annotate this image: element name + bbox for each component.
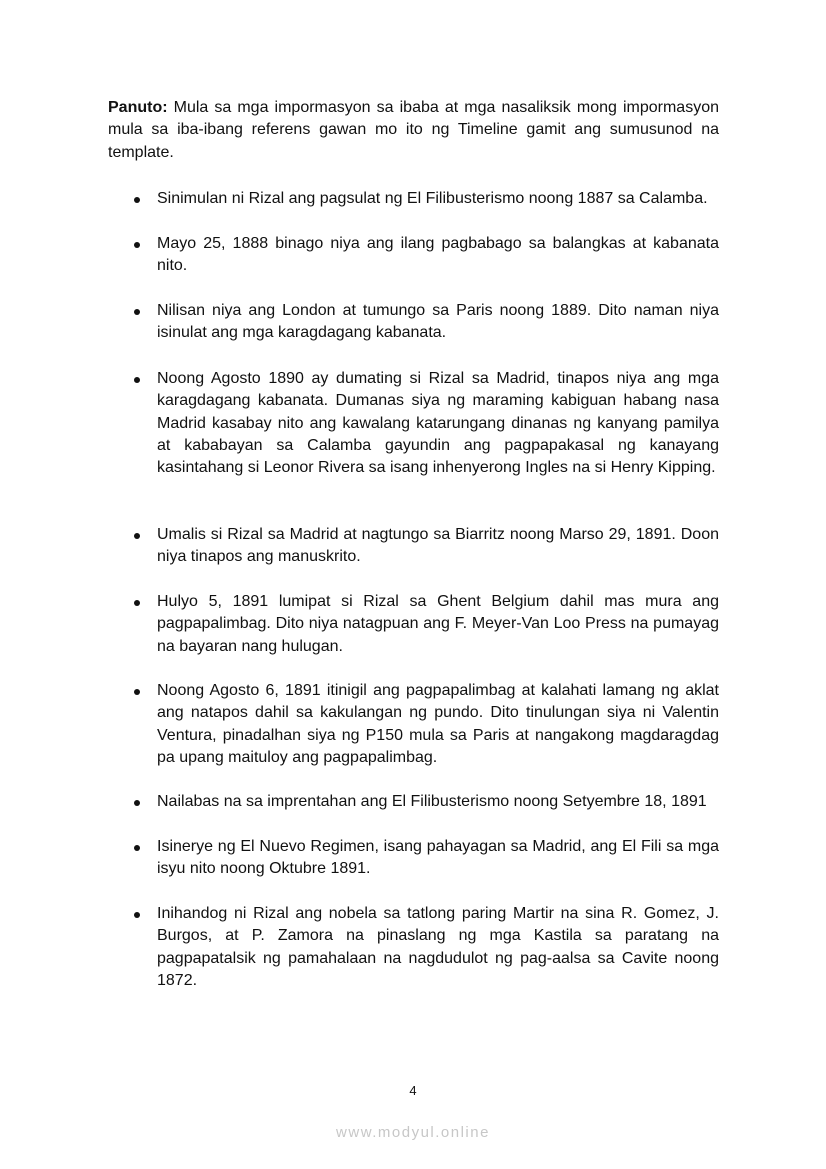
watermark: www.modyul.online [336, 1124, 490, 1141]
instructions-text: Mula sa mga impormasyon sa ibaba at mga nasaliksik mong impormasyon mula sa iba-ibang referens gawan mo ito ng Timeline gamit ang sumusunod na template. [108, 99, 719, 161]
bullet-icon [134, 197, 140, 203]
bullet-icon [134, 309, 140, 315]
list-item-text: Mayo 25, 1888 binago niya ang ilang pagbabago sa balangkas at kabanata nito. [157, 235, 719, 275]
page-number: 4 [409, 1083, 417, 1098]
list-item-text: Hulyo 5, 1891 lumipat si Rizal sa Ghent Belgium dahil mas mura ang pagpapalimbag. Dito niya natagpuan ang F. Meyer-Van Loo Press na pumayag na bayaran nang hulugan. [157, 593, 719, 655]
bullet-icon [134, 845, 140, 851]
list-item-text: Sinimulan ni Rizal ang pagsulat ng El Filibusterismo noong 1887 sa Calamba. [157, 190, 708, 207]
list-item-text: Isinerye ng El Nuevo Regimen, isang pahayagan sa Madrid, ang El Fili sa mga isyu nito noong Oktubre 1891. [157, 838, 719, 878]
list-item-text: Umalis si Rizal sa Madrid at nagtungo sa Biarritz noong Marso 29, 1891. Doon niya tinapos ang manuskrito. [157, 526, 719, 566]
bullet-icon [134, 377, 140, 383]
list-item-text: Noong Agosto 1890 ay dumating si Rizal sa Madrid, tinapos niya ang mga karagdagang kabanata. Dumanas siya ng maraming kabiguan habang nasa Madrid kasabay nito ang kawalang katarungang dinanas ng kanyang pamilya at kababayan sa Calamba gayundin ang pagpapakasal ng kanayang kasintahang si Leonor Rivera sa isang inhenyerong Ingles na si Henry Kipping. [157, 370, 719, 477]
bullet-icon [134, 800, 140, 806]
bullet-icon [134, 912, 140, 918]
list-item-text: Nilisan niya ang London at tumungo sa Paris noong 1889. Dito naman niya isinulat ang mga karagdagang kabanata. [157, 302, 719, 342]
bullet-icon [134, 242, 140, 248]
bullet-icon [134, 689, 140, 695]
instructions-label: Panuto: [108, 99, 168, 116]
bullet-icon [134, 600, 140, 606]
bullet-icon [134, 533, 140, 539]
instructions-paragraph [108, 97, 719, 164]
list-item-text: Nailabas na sa imprentahan ang El Filibusterismo noong Setyembre 18, 1891 [157, 793, 707, 810]
list-item-text: Inihandog ni Rizal ang nobela sa tatlong paring Martir na sina R. Gomez, J. Burgos, at P. Zamora na pinaslang ng mga Kastila sa paratang na pagpapatalsik ng pamahalaan na nagdudulot ng pag-aalsa sa Cavite noong 1872. [157, 905, 719, 989]
list-item-text: Noong Agosto 6, 1891 itinigil ang pagpapalimbag at kalahati lamang ng aklat ang natapos dahil sa kakulangan ng pundo. Dito tinulungan siya ni Valentin Ventura, pinadalhan siya ng P150 mula sa Paris at nangakong magdaragdag pa upang maituloy ang pagpapalimbag. [157, 682, 719, 766]
